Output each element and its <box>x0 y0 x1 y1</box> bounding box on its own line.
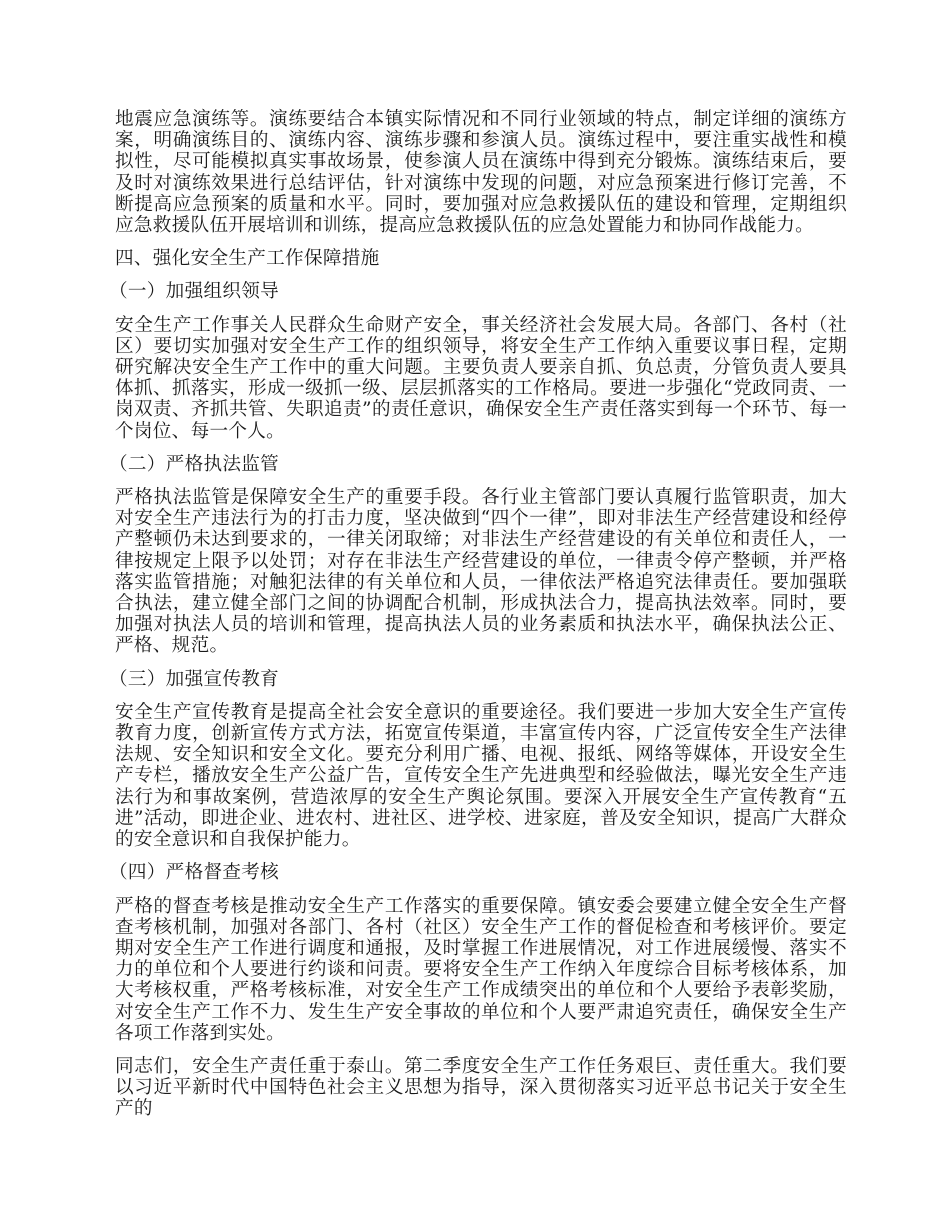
paragraph-leadership: 安全生产工作事关人民群众生命财产安全，事关经济社会发展大局。各部门、各村（社区）要切实加强对安全生产工作的组织领导，将安全生产工作纳入重要议事日程，定期研究解决安全生产工作中的重大问题。主要负责人要亲自抓、负总责，分管负责人要具体抓、抓落实，形成一级抓一级、层层抓落实的工作格局。要进一步强化“党政同责、一岗双责、齐抓共管、失职追责”的责任意识，确保安全生产责任落实到每一个环节、每一个岗位、每一个人。 <box>115 314 847 442</box>
subheading-enforcement: （二）严格执法监管 <box>109 453 280 475</box>
subheading-publicity: （三）加强宣传教育 <box>109 668 280 690</box>
paragraph-supervision: 严格的督查考核是推动安全生产工作落实的重要保障。镇安委会要建立健全安全生产督查考核机制，加强对各部门、各村（社区）安全生产工作的督促检查和考核评价。要定期对安全生产工作进行调度和通报，及时掌握工作进展情况，对工作进展缓慢、落实不力的单位和个人要进行约谈和问责。要将安全生产工作纳入年度综合目标考核体系，加大考核权重，严格考核标准，对安全生产工作成绩突出的单位和个人要给予表彰奖励，对安全生产工作不力、发生生产安全事故的单位和个人要严肃追究责任，确保安全生产各项工作落到实处。 <box>115 895 847 1044</box>
paragraph-drill-requirements: 地震应急演练等。演练要结合本镇实际情况和不同行业领域的特点，制定详细的演练方案，明确演练目的、演练内容、演练步骤和参演人员。演练过程中，要注重实战性和模拟性，尽可能模拟真实事故场景，使参演人员在演练中得到充分锻炼。演练结束后，要及时对演练效果进行总结评估，针对演练中发现的问题，对应急预案进行修订完善，不断提高应急预案的质量和水平。同时，要加强对应急救援队伍的建设和管理，定期组织应急救援队伍开展培训和训练，提高应急救援队伍的应急处置能力和协同作战能力。 <box>115 109 847 237</box>
subheading-supervision: （四）严格督查考核 <box>109 862 280 884</box>
section-heading-safeguards: 四、强化安全生产工作保障措施 <box>115 248 380 270</box>
subheading-leadership: （一）加强组织领导 <box>109 281 280 303</box>
document-page <box>109 109 847 1132</box>
paragraph-publicity: 安全生产宣传教育是提高全社会安全意识的重要途径。我们要进一步加大安全生产宣传教育力度，创新宣传方式方法，拓宽宣传渠道，丰富宣传内容，广泛宣传安全生产法律法规、安全知识和安全文化。要充分利用广播、电视、报纸、网络等媒体，开设安全生产专栏，播放安全生产公益广告，宣传安全生产先进典型和经验做法，曝光安全生产违法行为和事故案例，营造浓厚的安全生产舆论氛围。要深入开展安全生产宣传教育“五进”活动，即进企业、进农村、进社区、进学校、进家庭，普及安全知识，提高广大群众的安全意识和自我保护能力。 <box>115 701 847 851</box>
paragraph-enforcement: 严格执法监管是保障安全生产的重要手段。各行业主管部门要认真履行监管职责，加大对安全生产违法行为的打击力度，坚决做到“四个一律”，即对非法生产经营建设和经停产整顿仍未达到要求的，一律关闭取缔；对非法生产经营建设的有关单位和责任人，一律按规定上限予以处罚；对存在非法生产经营建设的单位，一律责令停产整顿，并严格落实监管措施；对触犯法律的有关单位和人员，一律依法严格追究法律责任。要加强联合执法，建立健全部门之间的协调配合机制，形成执法合力，提高执法效率。同时，要加强对执法人员的培训和管理，提高执法人员的业务素质和执法水平，确保执法公正、严格、规范。 <box>115 487 847 657</box>
paragraph-closing: 同志们，安全生产责任重于泰山。第二季度安全生产工作任务艰巨、责任重大。我们要以习近平新时代中国特色社会主义思想为指导，深入贯彻落实习近平总书记关于安全生产的 <box>115 1055 847 1120</box>
